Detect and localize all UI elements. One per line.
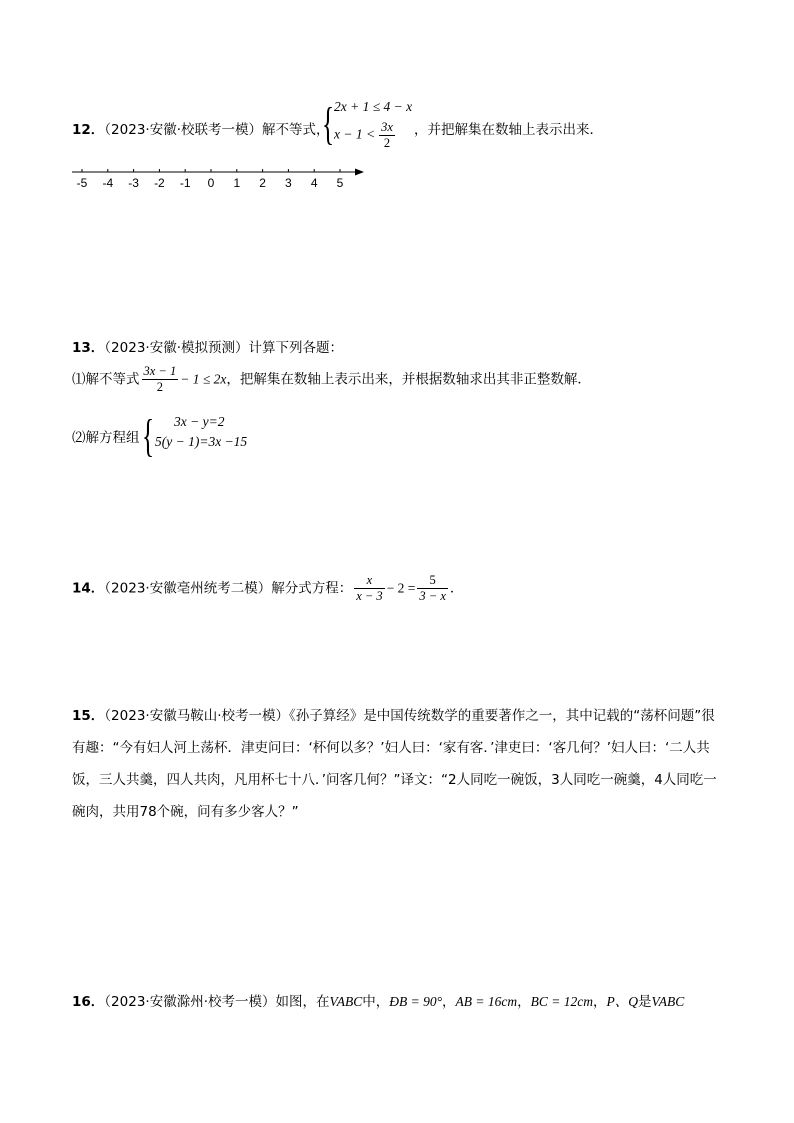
question-source: （2023·安徽滁州·校考一模）	[104, 994, 276, 1010]
inequality-2: x − 1 < $\frac{3x}{2}$	[334, 120, 393, 150]
axis-tick-label: 2	[259, 176, 266, 190]
axis-tick-label: -2	[154, 176, 165, 190]
axis-tick-label: 0	[207, 176, 215, 190]
question-12-tail: ，并把解集在数轴上表示出来．	[414, 122, 603, 138]
axis-tick-label: 4	[310, 176, 318, 190]
question-source: （2023·安徽马鞍山·校考一模）	[104, 708, 289, 724]
axis-tick-label: -4	[102, 176, 114, 190]
axis-tick-label: -1	[179, 176, 191, 190]
part-label: ⑴解不等式	[72, 371, 140, 388]
question-lead: 解分式方程：	[271, 580, 353, 597]
system-brace: {	[142, 410, 155, 461]
question-source: （2023·安徽亳州统考二模）	[104, 580, 272, 597]
question-text: 《孙子算经》是中国传统数学的重要著作之一，其中记载的“荡杯问题”很有趣：“今有妇人河上荡杯．津吏问曰：‘杯何以多？’妇人曰：‘家有客．’津吏曰：‘客几何？’妇人曰：‘二人共饭，三人共羹，四人共肉，凡用杯七十八．’问客几何？”译文：“2人同吃一碗饭，3人同吃一碗羹，4人同吃一碗肉，共用78个碗，问有多少客人？”	[72, 708, 717, 820]
equation-1: 3x − y=2	[174, 414, 225, 429]
question-source: （2023·安徽·校联考一模）	[104, 122, 262, 138]
number-line	[68, 165, 388, 195]
question-source: （2023·安徽·模拟预测）	[104, 340, 249, 356]
question-lead: 解不等式，	[262, 122, 330, 138]
question-16: 16．（2023·安徽滁州·校考一模）如图，在VABC中，ÐB = 90°，AB = 16cm，BC = 12cm，P、Q是VABC	[72, 994, 685, 1010]
question-number: 12．	[72, 122, 105, 138]
axis-arrow-icon	[355, 169, 364, 176]
equation-2: 5(y − 1)=3x −15	[155, 434, 248, 449]
axis-tick-label: 5	[336, 176, 344, 190]
question-12	[72, 118, 330, 138]
question-number: 16．	[72, 994, 105, 1010]
question-number: 15．	[72, 708, 105, 724]
axis-tick-label: 3	[285, 176, 292, 190]
question-13	[72, 336, 343, 356]
axis-tick-label: 1	[233, 176, 241, 190]
question-number: 14．	[72, 580, 105, 597]
question-15	[72, 700, 722, 828]
inequality-1: 2x + 1 ≤ 4 − x	[334, 99, 413, 114]
question-14: 14．（2023·安徽亳州统考二模）解分式方程： $\frac{x}{x - 3}$ − 2 = $\frac{5}{3 - x}$ ．	[72, 573, 464, 603]
question-lead: 计算下列各题：	[248, 340, 343, 356]
question-13-part-2-label: ⑵解方程组	[72, 430, 140, 446]
question-number: 13．	[72, 340, 105, 356]
system-brace: {	[322, 98, 335, 149]
axis-tick-label: -5	[76, 176, 88, 190]
question-13-part-1: ⑴解不等式 $\frac{3x - 1}{2}$ − 1 ≤ 2x，把解集在数轴上表示出来，并根据数轴求出其非正整数解．	[72, 364, 591, 394]
axis-tick-label: -3	[128, 176, 139, 190]
